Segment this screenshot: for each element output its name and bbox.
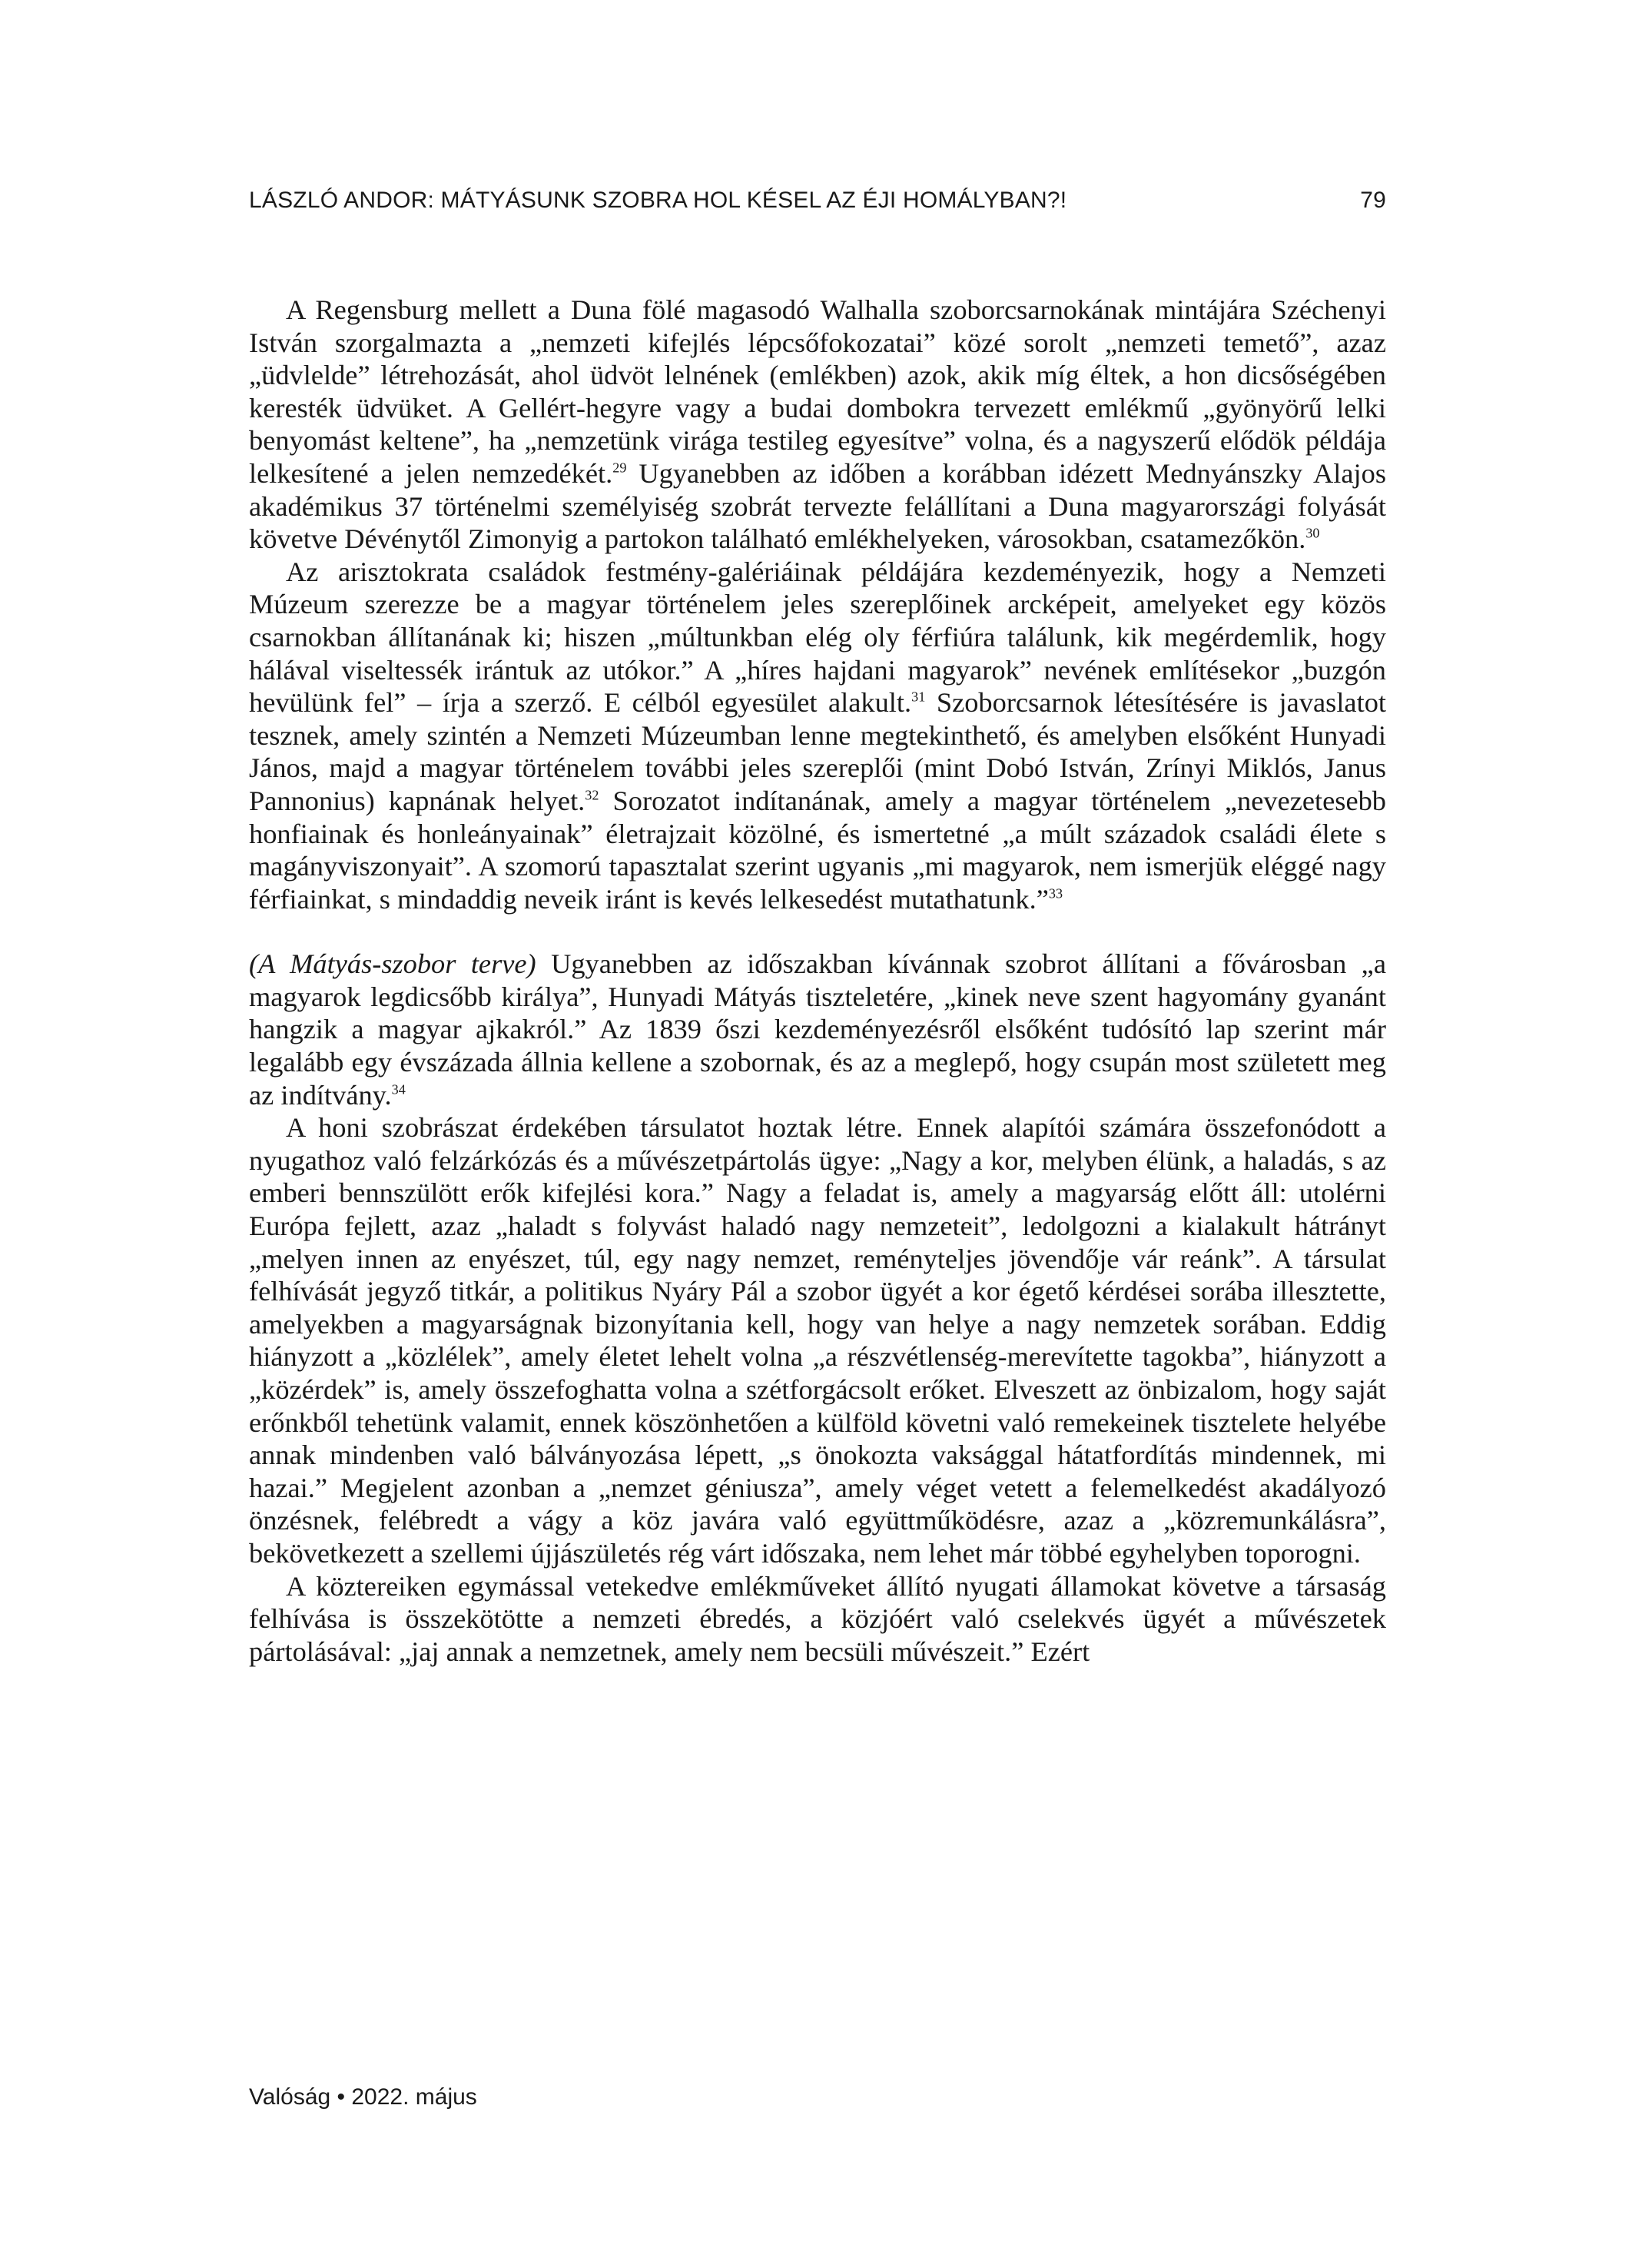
article-body (249, 294, 1386, 1668)
paragraph-3-text-a: Ugyanebben az időszakban kívánnak szobrot állítani a fővárosban „a magyarok legdicsőbb királya”, Hunyadi Mátyás tiszteletére, „kinek neve szent hagyomány gyanánt hangzik a magyar ajkakról.” Az 1839 őszi kezdeményezésről elsőként tudósító lap szerint már legalább egy évszázada állnia kellene a szobornak, és az a meglepő, hogy csupán most született meg az indítvány. (249, 948, 1386, 1111)
paragraph-1-text-b: Ugyanebben az időben a korábban idézett Mednyánszky Alajos akadémikus 37 történelmi személyiség szobrát tervezte felállítani a Duna magyarországi folyását követve Dévénytől Zimonyig a partokon található emlékhelyeken, városokban, csatamezőkön. (249, 457, 1386, 555)
section-title: (A Mátyás-szobor terve) (249, 948, 536, 980)
footnote-ref-31: 31 (911, 689, 926, 705)
paragraph-1 (249, 294, 1386, 556)
running-title: LÁSZLÓ ANDOR: MÁTYÁSUNK SZOBRA HOL KÉSEL AZ ÉJI HOMÁLYBAN?! (249, 188, 1067, 213)
footnote-ref-30: 30 (1305, 525, 1320, 541)
footnote-ref-29: 29 (612, 460, 627, 476)
paragraph-3 (249, 948, 1386, 1111)
journal-footer: Valóság • 2022. május (249, 2084, 477, 2110)
paragraph-5: A köztereiken egymással vetekedve emlékműveket állító nyugati államokat követve a társaság felhívása is összekötötte a nemzeti ébredés, a közjóért való cselekvés ügyét a művészetek pártolásával: „jaj annak a nemzetnek, amely nem becsüli művészeit.” Ezért (249, 1570, 1386, 1667)
paragraph-2 (249, 556, 1386, 916)
paragraph-2-text-c: Sorozatot indítanának, amely a magyar történelem „nevezetesebb honfiainak és honleányainak” életrajzait közölné, és ismertetné „a múlt századok családi élete s magányviszonyait”. A szomorú tapasztalat szerint ugyanis „mi magyarok, nem ismerjük eléggé nagy férfiainkat, s mindaddig neveik iránt is kevés lelkesedést mutathatunk.” (249, 785, 1387, 915)
paragraph-4: A honi szobrászat érdekében társulatot hoztak létre. Ennek alapítói számára összefonódott a nyugathoz való felzárkózás és a művészetpártolás ügye: „Nagy a kor, melyben élünk, a haladás, s az emberi bennszülött erők kifejlési kora.” Nagy a feladat is, amely a magyarság előtt áll: utolérni Európa fejlett, azaz „haladt s folyvást haladó nagy nemzeteit”, ledolgozni a kialakult hátrányt „melyen innen az enyészet, túl, egy nagy nemzet, reményteljes jövendője vár reánk”. A társulat felhívását jegyző titkár, a politikus Nyáry Pál a szobor ügyét a kor égető kérdései sorába illesztette, amelyekben a magyarságnak bizonyítania kell, hogy van helye a nagy nemzetek sorában. Eddig hiányzott a „közlélek”, amely életet lehelt volna „a részvétlenség-merevítette tagokba”, hiányzott a „közérdek” is, amely összefoghatta volna a szétforgácsolt erőket. Elveszett az önbizalom, hogy saját erőnkből tehetünk valamit, ennek köszönhetően a külföld követni való remekeinek tisztelete helyébe annak mindenben való bálványozása lépett, „s önokozta vaksággal hátatfordítás mindennek, mi hazai.” Megjelent azonban a „nemzet géniusza”, amely véget vetett a felemelkedést akadályozó önzésnek, felébredt a vágy a köz javára való együttműködésre, azaz a „közremunkálásra”, bekövetkezett a szellemi újjászületés rég várt időszaka, nem lehet már többé egyhelyben toporogni. (249, 1112, 1386, 1569)
paragraph-2-text-a: Az arisztokrata családok festmény-galériáinak példájára kezdeményezik, hogy a Nemzeti Múzeum szerezze be a magyar történelem jeles szereplőinek arcképeit, amelyeket egy közös csarnokban állítanának ki; hiszen „múltunkban elég oly férfiúra találunk, kik megérdemlik, hogy hálával viseltessék irántuk az utókor.” A „híres hajdani magyarok” nevének említésekor „buzgón hevülünk fel” – írja a szerző. E célból egyesület alakult. (249, 556, 1386, 719)
footnote-ref-32: 32 (585, 787, 599, 803)
page-number: 79 (1360, 188, 1386, 213)
paragraph-2-text-b: Szoborcsarnok létesítésére is javaslatot tesznek, amely szintén a Nemzeti Múzeumban lenne megtekinthető, és amelyben elsőként Hunyadi János, majd a magyar történelem további jeles szereplői (mint Dobó István, Zrínyi Miklós, Janus Pannonius) kapnának helyet. (249, 687, 1387, 816)
paragraph-1-text-a: A Regensburg mellett a Duna fölé magasodó Walhalla szoborcsarnokának mintájára Széchenyi István szorgalmazta a „nemzeti kifejlés lépcsőfokozatai” közé sorolt „nemzeti temető”, azaz „üdvlelde” létrehozását, ahol üdvöt lelnének (emlékben) azok, akik míg éltek, a hon dicsőségében keresték üdvüket. A Gellért-hegyre vagy a budai dombokra tervezett emlékmű „gyönyörű lelki benyomást keltene”, ha „nemzetünk virága testileg egyesítve” volna, és a nagyszerű elődök példája lelkesítené a jelen nemzedékét. (249, 294, 1386, 489)
footnote-ref-34: 34 (391, 1081, 406, 1097)
footnote-ref-33: 33 (1048, 885, 1063, 902)
